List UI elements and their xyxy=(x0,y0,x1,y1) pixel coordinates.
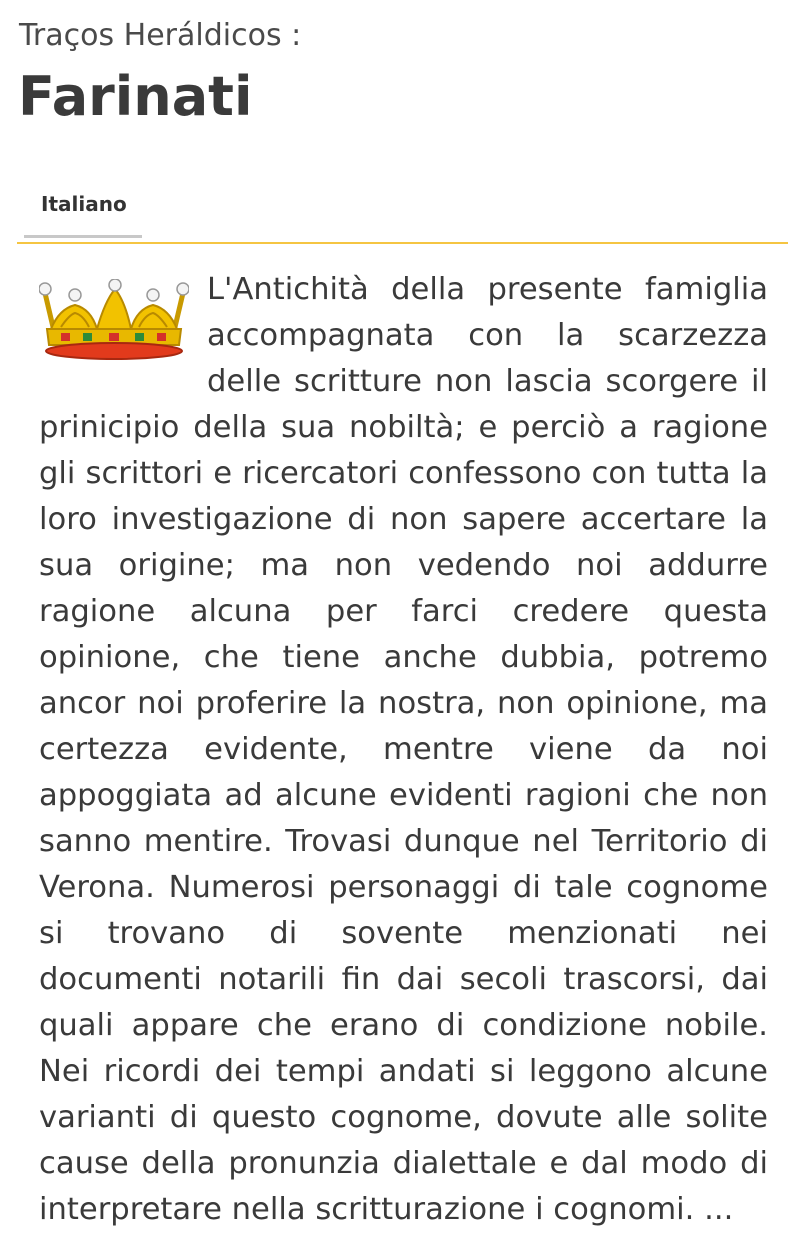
page-title: Farinati xyxy=(18,65,253,128)
description-text: L'Antichità della presente famiglia accompagnata con la scarzezza delle scritture non lascia scorgere il prinicipio della sua nobiltà; e perciò a ragione gli scrittori e ricercatori confessono con tutta la loro investigazione di non sapere accertare la sua origine; ma non vedendo noi addurre ragione alcuna per farci credere questa opinione, che tiene anche dubbia, potremo ancor noi proferire la nostra, non opinione, ma certezza evidente, mentre viene da noi appoggiata ad alcune evidenti ragioni che non sanno mentire. Trovasi dunque nel Territorio di Verona. Numerosi personaggi di tale cognome si trovano di sovente menzionati nei documenti notarili fin dai secoli trascorsi, dai quali appare che erano di condizione nobile. Nei ricordi dei tempi andati si leggono alcune varianti di questo cognome, dovute alle solite cause della pronunzia dialettale e dal modo di interpretare nella scritturazione i cognomi. ... xyxy=(39,272,768,1227)
crown-icon xyxy=(39,267,207,393)
tab-italiano[interactable] xyxy=(24,184,142,238)
tab-divider xyxy=(17,242,788,244)
tab-label: Italiano xyxy=(41,192,127,216)
page-subtitle: Traços Heráldicos : xyxy=(19,18,302,53)
description-section xyxy=(39,267,768,1233)
